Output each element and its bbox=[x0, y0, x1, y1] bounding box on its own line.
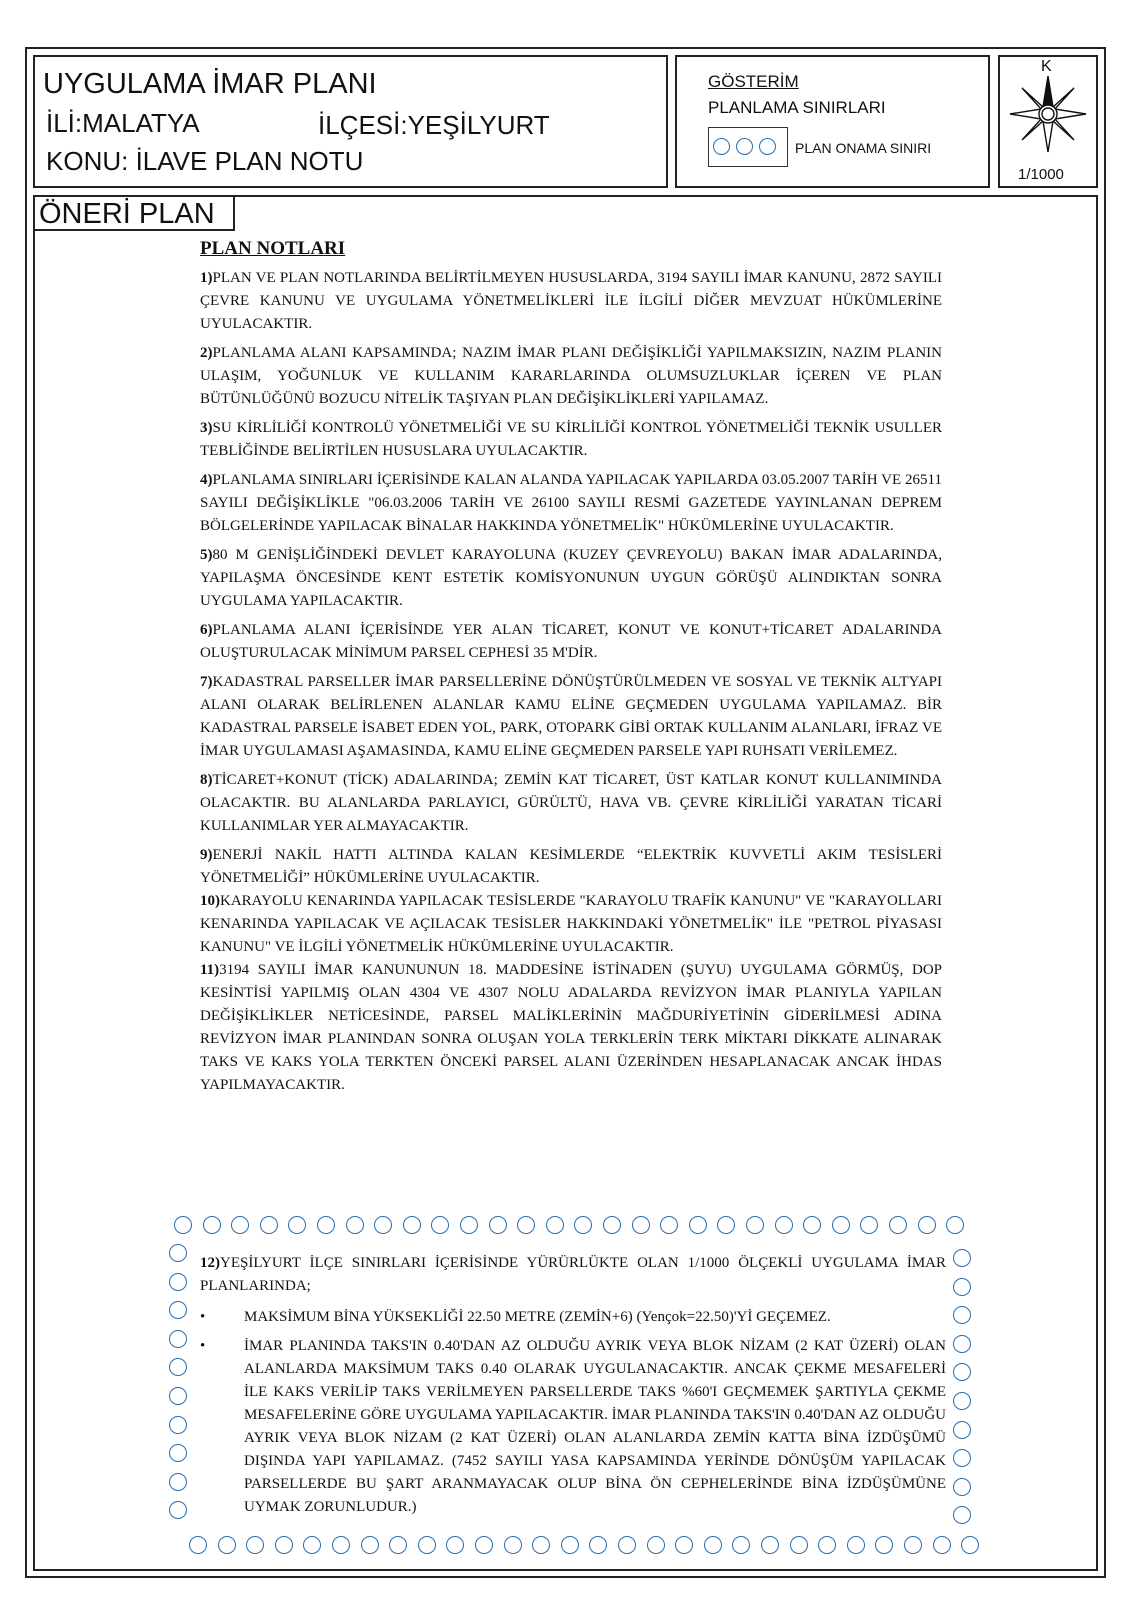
boundary-circle-icon bbox=[746, 1216, 764, 1234]
boundary-circle-icon bbox=[689, 1216, 707, 1234]
boundary-circle-icon bbox=[532, 1536, 550, 1554]
note-text: PLAN VE PLAN NOTLARINDA BELİRTİLMEYEN HUSUSLARDA, 3194 SAYILI İMAR KANUNU, 2872 SAYILI ÇEVRE KANUNU VE UYGULAMA YÖNETMELİKLERİ İLE İLGİLİ DİĞER MEVZUAT HÜKÜMLERİNE UYULACAKTIR. bbox=[200, 270, 942, 332]
boundary-circle-icon bbox=[275, 1536, 293, 1554]
note-text: KARAYOLU KENARINDA YAPILACAK TESİSLERDE "KARAYOLU TRAFİK KANUNU" VE "KARAYOLLARI KENARINDA YAPILACAK VE AÇILACAK TESİSLER HAKKINDAKİ YÖNETMELİK" İLE "PETROL PİYASASI KANUNU" VE İLGİLİ YÖNETMELİK HÜKÜMLERİNE UYULACAKTIR. bbox=[200, 893, 942, 955]
note-text: PLANLAMA SINIRLARI İÇERİSİNDE KALAN ALANDA YAPILACAK YAPILARDA 03.05.2007 TARİH VE 26511 SAYILI DEĞİŞİKLİKLE "06.03.2006 TARİH VE 26100 SAYILI RESMİ GAZETEDE YAYINLANAN DEPREM BÖLGELERİNDE YAPILACAK BİNALAR HAKKINDA YÖNETMELİK" HÜKÜMLERİNE UYULACAKTIR. bbox=[200, 472, 942, 534]
boundary-circle-icon bbox=[732, 1536, 750, 1554]
boundary-circle-icon bbox=[169, 1273, 187, 1291]
list-item bbox=[200, 1335, 946, 1519]
boundary-circle-icon bbox=[246, 1536, 264, 1554]
boundary-circle-icon bbox=[790, 1536, 808, 1554]
note-number: 7) bbox=[200, 674, 213, 690]
note-text: YEŞİLYURT İLÇE SINIRLARI İÇERİSİNDE YÜRÜRLÜKTE OLAN 1/1000 ÖLÇEKLİ UYGULAMA İMAR PLANLARINDA; bbox=[200, 1255, 946, 1294]
boundary-circle-icon bbox=[946, 1216, 964, 1234]
note-number: 11) bbox=[200, 962, 220, 978]
boundary-circle-icon bbox=[517, 1216, 535, 1234]
note-text: SU KİRLİLİĞİ KONTROLÜ YÖNETMELİĞİ VE SU KİRLİLİĞİ KONTROL YÖNETMELİĞİ TEKNİK USULLER TEBLİĞİNDE BELİRTİLEN HUSUSLARA UYULACAKTIR. bbox=[200, 420, 942, 459]
note-number: 5) bbox=[200, 547, 213, 563]
boundary-circle-icon bbox=[574, 1216, 592, 1234]
boundary-circle-icon bbox=[953, 1506, 971, 1524]
boundary-circle-icon bbox=[618, 1536, 636, 1554]
boundary-circle-icon bbox=[460, 1216, 478, 1234]
boundary-circle-icon bbox=[260, 1216, 278, 1234]
boundary-circle-icon bbox=[918, 1216, 936, 1234]
boundary-circle-icon bbox=[475, 1536, 493, 1554]
legend-item-label: PLAN ONAMA SINIRI bbox=[795, 140, 932, 156]
boundary-circle-icon bbox=[389, 1536, 407, 1554]
boundary-circle-icon bbox=[446, 1536, 464, 1554]
boundary-circle-icon bbox=[953, 1392, 971, 1410]
boundary-circle-icon bbox=[818, 1536, 836, 1554]
boundary-circle-icon bbox=[431, 1216, 449, 1234]
boundary-circle-icon bbox=[288, 1216, 306, 1234]
boundary-circle-icon bbox=[231, 1216, 249, 1234]
subject-label: KONU: İLAVE PLAN NOTU bbox=[46, 146, 364, 176]
note-number: 1) bbox=[200, 270, 213, 286]
section-title: ÖNERİ PLAN bbox=[33, 195, 235, 231]
boundary-circle-icon bbox=[875, 1536, 893, 1554]
boundary-circle-icon bbox=[169, 1330, 187, 1348]
boundary-circle-icon bbox=[704, 1536, 722, 1554]
note-number: 2) bbox=[200, 345, 213, 361]
note-text: 80 M GENİŞLİĞİNDEKİ DEVLET KARAYOLUNA (KUZEY ÇEVREYOLU) BAKAN İMAR ADALARINDA, YAPILAŞMA ÖNCESİNDE KENT ESTETİK KOMİSYONUNUN UYGUN GÖRÜŞÜ ALINDIKTAN SONRA UYGULAMA YAPILACAKTIR. bbox=[200, 547, 942, 609]
note-text: PLANLAMA ALANI İÇERİSİNDE YER ALAN TİCARET, KONUT VE KONUT+TİCARET ADALARINDA OLUŞTURULACAK MİNİMUM PARSEL CEPHESİ 35 M'DİR. bbox=[200, 622, 942, 661]
note-number: 6) bbox=[200, 622, 213, 638]
boundary-circle-icon bbox=[403, 1216, 421, 1234]
bullet-text: MAKSİMUM BİNA YÜKSEKLİĞİ 22.50 METRE (ZEMİN+6) (Yençok=22.50)'Yİ GEÇEMEZ. bbox=[244, 1309, 831, 1325]
bullet-dot-icon: • bbox=[200, 1309, 206, 1325]
bullet-text: İMAR PLANINDA TAKS'IN 0.40'DAN AZ OLDUĞU AYRIK VEYA BLOK NİZAM (2 KAT ÜZERİ) OLAN ALANLARDA MAKSİMUM TAKS 0.40 OLARAK UYGULANACAKTIR. ANCAK ÇEKME MESAFELERİ İLE KAKS VERİLİP TAKS VERİLMEYEN PARSELLERDE TAKS %60'I GEÇMEMEK ŞARTIYLA ÇEKME MESAFELERİNE GÖRE UYGULAMA YAPILACAKTIR. İMAR PLANINDA TAKS'IN 0.40'DAN AZ OLDUĞU AYRIK VEYA BLOK NİZAM (2 KAT ÜZERİ) OLAN ALANLARDA ZEMİN KATTA BİNA İZDÜŞÜMÜ DIŞINDA YAPI YAPILAMAZ. (7452 SAYILI YASA KAPSAMINDA YERİNDE DÖNÜŞÜM YAPILACAK PARSELLERDE BU ŞART ARANMAYACAK OLUP BİNA ÖN CEPHELERİNDE BİNA İZDÜŞÜMÜNE UYMAK ZORUNLUDUR.) bbox=[244, 1338, 946, 1515]
boundary-circle-icon bbox=[953, 1449, 971, 1467]
plan-notes-heading: PLAN NOTLARI bbox=[200, 238, 346, 259]
boundary-circle-icon bbox=[374, 1216, 392, 1234]
boundary-circle-icon bbox=[632, 1216, 650, 1234]
note-12-bullet-list bbox=[200, 1306, 946, 1519]
boundary-circle-icon bbox=[169, 1387, 187, 1405]
boundary-circle-icon bbox=[332, 1536, 350, 1554]
note-text: 3194 SAYILI İMAR KANUNUNUN 18. MADDESİNE İSTİNADEN (ŞUYU) UYGULAMA GÖRMÜŞ, DOP KESİNTİSİ YAPILMIŞ OLAN 4304 VE 4307 NOLU ADALARDA REVİZYON İMAR PLANIYLA YAPILAN DEĞİŞİKLİKLER NETİCESİNDE, PARSEL MALİKLERİNİN MAĞDURİYETİNİN GİDERİLMESİ ADINA REVİZYON İMAR PLANINDAN SONRA OLUŞAN YOLA TERKLERİN TERK MİKTARI DİKKATE ALINARAK TAKS VE KAKS YOLA TERKTEN ÖNCEKİ PARSEL ALANI ÜZERİNDEN HESAPLANACAK ANCAK İHDAS YAPILMAYACAKTIR. bbox=[200, 962, 942, 1093]
note-number: 3) bbox=[200, 420, 213, 436]
boundary-circle-icon bbox=[889, 1216, 907, 1234]
district-label: İLÇESİ:YEŞİLYURT bbox=[318, 110, 550, 140]
boundary-circle-icon bbox=[953, 1306, 971, 1324]
boundary-circle-icon bbox=[418, 1536, 436, 1554]
boundary-circle-icon bbox=[953, 1249, 971, 1267]
boundary-circle-icon bbox=[361, 1536, 379, 1554]
boundary-circle-icon bbox=[775, 1216, 793, 1234]
scale-label: 1/1000 bbox=[1018, 166, 1064, 183]
boundary-circle-icon bbox=[904, 1536, 922, 1554]
boundary-circle-icon bbox=[504, 1536, 522, 1554]
boundary-circle-icon bbox=[953, 1363, 971, 1381]
boundary-circle-icon bbox=[561, 1536, 579, 1554]
boundary-circle-icon bbox=[660, 1216, 678, 1234]
boundary-circle-icon bbox=[717, 1216, 735, 1234]
legend-heading: GÖSTERİM bbox=[708, 72, 799, 91]
boundary-circle-icon bbox=[860, 1216, 878, 1234]
boundary-circle-icon bbox=[489, 1216, 507, 1234]
boundary-circle-icon bbox=[761, 1536, 779, 1554]
note-number: 9) bbox=[200, 847, 213, 863]
boundary-circle-icon bbox=[961, 1536, 979, 1554]
boundary-circle-icon bbox=[317, 1216, 335, 1234]
plan-type-title: UYGULAMA İMAR PLANI bbox=[43, 68, 377, 100]
boundary-circle-icon bbox=[953, 1478, 971, 1496]
province-label: İLİ:MALATYA bbox=[46, 108, 200, 138]
boundary-circle-icon bbox=[189, 1536, 207, 1554]
note-text: PLANLAMA ALANI KAPSAMINDA; NAZIM İMAR PLANI DEĞİŞİKLİĞİ YAPILMAKSIZIN, NAZIM PLANIN ULAŞIM, YOĞUNLUK VE KULLANIM KARARLARINDA OLUMSUZLUKLAR İÇEREN VE PLAN BÜTÜNLÜĞÜNÜ BOZUCU NİTELİK TAŞIYAN PLAN DEĞİŞİKLİKLERİ YAPILAMAZ. bbox=[200, 345, 942, 407]
boundary-circle-icon bbox=[218, 1536, 236, 1554]
boundary-circle-icon bbox=[174, 1216, 192, 1234]
boundary-circle-icon bbox=[169, 1444, 187, 1462]
boundary-circle-icon bbox=[953, 1335, 971, 1353]
note-text: KADASTRAL PARSELLER İMAR PARSELLERİNE DÖNÜŞTÜRÜLMEDEN VE SOSYAL VE TEKNİK ALTYAPI ALANI OLARAK BELİRLENEN ALANLAR KAMU ELİNE GEÇMEDEN UYGULAMA YAPILAMAZ. BİR KADASTRAL PARSELE İSABET EDEN YOL, PARK, OTOPARK GİBİ ORTAK KULLANIM ALANLARI, İFRAZ VE İMAR UYGULAMASI AŞAMASINDA, KAMU ELİNE GEÇMEDEN PARSELE YAPI RUHSATI VERİLEMEZ. bbox=[200, 674, 942, 759]
boundary-circle-icon bbox=[647, 1536, 665, 1554]
boundary-circle-icon bbox=[589, 1536, 607, 1554]
boundary-circle-icon bbox=[203, 1216, 221, 1234]
north-label: K bbox=[1041, 58, 1052, 75]
boundary-circle-icon bbox=[847, 1536, 865, 1554]
list-item bbox=[200, 1306, 946, 1329]
boundary-circle-icon bbox=[603, 1216, 621, 1234]
note-text: TİCARET+KONUT (TİCK) ADALARINDA; ZEMİN KAT TİCARET, ÜST KATLAR KONUT KULLANIMINDA OLACAKTIR. BU ALANLARDA PARLAYICI, GÜRÜLTÜ, HAVA VB. ÇEVRE KİRLİLİĞİ YARATAN TİCARİ KULLANIMLAR YER ALMAYACAKTIR. bbox=[200, 772, 942, 834]
note-number: 8) bbox=[200, 772, 213, 788]
note-text: ENERJİ NAKİL HATTI ALTINDA KALAN KESİMLERDE “ELEKTRİK KUVVETLİ AKIM TESİSLERİ YÖNETMELİĞİ” HÜKÜMLERİNE UYULACAKTIR. bbox=[200, 847, 942, 886]
boundary-circle-icon bbox=[303, 1536, 321, 1554]
boundary-circle-icon bbox=[832, 1216, 850, 1234]
boundary-circle-icon bbox=[169, 1473, 187, 1491]
legend-subheading: PLANLAMA SINIRLARI bbox=[708, 98, 886, 117]
plan-note-12 bbox=[200, 1252, 946, 1525]
note-number: 4) bbox=[200, 472, 213, 488]
boundary-circle-icon bbox=[346, 1216, 364, 1234]
boundary-circle-icon bbox=[169, 1301, 187, 1319]
boundary-circle-icon bbox=[933, 1536, 951, 1554]
boundary-circle-icon bbox=[675, 1536, 693, 1554]
note-number: 12) bbox=[200, 1255, 220, 1271]
bullet-dot-icon: • bbox=[200, 1338, 206, 1354]
boundary-circle-icon bbox=[169, 1416, 187, 1434]
boundary-circle-icon bbox=[169, 1501, 187, 1519]
note-number: 10) bbox=[200, 893, 220, 909]
boundary-circle-icon bbox=[953, 1278, 971, 1296]
boundary-circle-icon bbox=[546, 1216, 564, 1234]
note-12-intro bbox=[200, 1252, 946, 1298]
boundary-circle-icon bbox=[953, 1421, 971, 1439]
boundary-circle-icon bbox=[803, 1216, 821, 1234]
boundary-circle-icon bbox=[169, 1358, 187, 1376]
boundary-circle-icon bbox=[169, 1244, 187, 1262]
